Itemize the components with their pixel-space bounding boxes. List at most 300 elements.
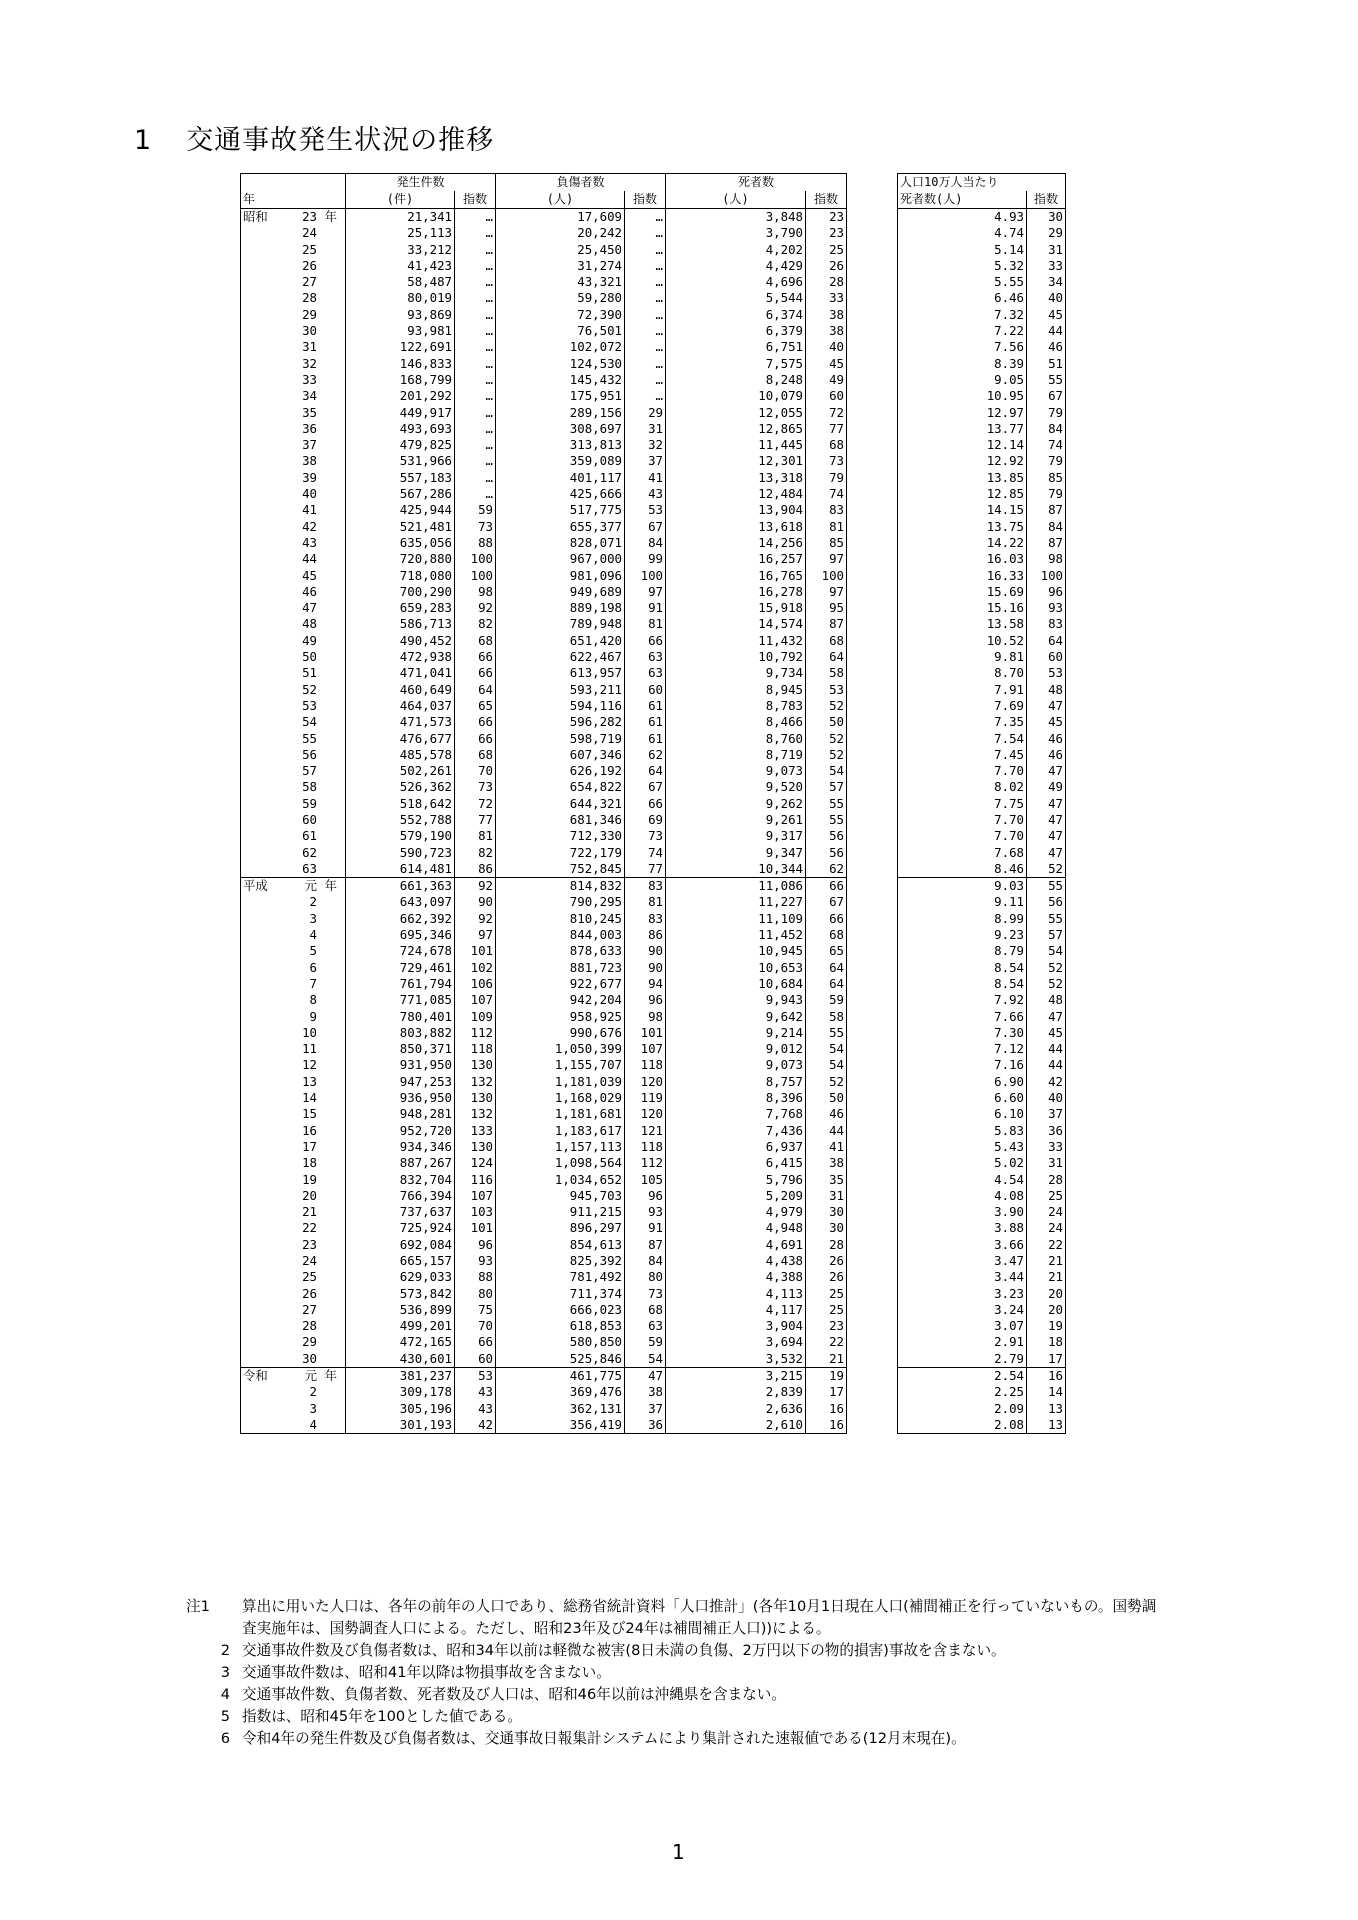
injured-cell: 517,775 bbox=[569, 502, 622, 518]
rate-cell: 15.16 bbox=[986, 600, 1024, 616]
accidents-index-cell: 59 bbox=[455, 502, 496, 518]
note-item bbox=[186, 1684, 1166, 1706]
accidents-index-cell: 66 bbox=[455, 649, 496, 665]
accidents-cell: 832,704 bbox=[399, 1171, 452, 1187]
injured-index-cell: 91 bbox=[625, 1220, 666, 1236]
rate-index-cell: 46 bbox=[1027, 747, 1066, 763]
year-cell bbox=[241, 960, 346, 976]
deaths-index-cell: 25 bbox=[806, 1302, 847, 1318]
year-value: 22 bbox=[302, 1220, 317, 1236]
table-row bbox=[898, 812, 1066, 828]
accidents-index-cell: … bbox=[455, 209, 496, 226]
injured-cell: 145,432 bbox=[569, 371, 622, 387]
year-value: 3 bbox=[309, 1400, 317, 1416]
table-row bbox=[898, 763, 1066, 779]
table-row bbox=[898, 1368, 1066, 1385]
rate-cell: 9.81 bbox=[994, 649, 1024, 665]
rate-cell: 12.97 bbox=[986, 404, 1024, 420]
accidents-index-cell: 70 bbox=[455, 763, 496, 779]
deaths-cell: 12,055 bbox=[758, 404, 803, 420]
year-value: 7 bbox=[309, 975, 317, 991]
deaths-index-cell: 68 bbox=[806, 437, 847, 453]
year-cell bbox=[241, 1188, 346, 1204]
injured-index-cell: 121 bbox=[625, 1123, 666, 1139]
note-number: 6 bbox=[220, 1730, 230, 1747]
rate-cell: 7.70 bbox=[994, 811, 1024, 827]
year-value: 20 bbox=[302, 1187, 317, 1203]
accidents-cell: 80,019 bbox=[407, 290, 452, 306]
accidents-index-cell: 66 bbox=[455, 714, 496, 730]
accidents-index-cell: 101 bbox=[455, 1220, 496, 1236]
table-row bbox=[898, 1237, 1066, 1253]
table-row bbox=[898, 1057, 1066, 1073]
death-rate-table bbox=[897, 173, 1066, 1434]
year-value: 32 bbox=[302, 355, 317, 371]
table-row bbox=[898, 747, 1066, 763]
table-row bbox=[241, 698, 847, 714]
deaths-cell: 11,086 bbox=[666, 878, 806, 895]
deaths-cell: 12,484 bbox=[758, 486, 803, 502]
accidents-index-cell: 92 bbox=[455, 600, 496, 616]
rate-cell: 8.54 bbox=[994, 959, 1024, 975]
rate-cell: 12.85 bbox=[986, 486, 1024, 502]
rate-cell: 6.46 bbox=[994, 290, 1024, 306]
injured-cell: 945,703 bbox=[569, 1187, 622, 1203]
rate-index-cell: 79 bbox=[1027, 453, 1066, 469]
deaths-index-cell: 38 bbox=[806, 307, 847, 323]
year-value: 25 bbox=[302, 241, 317, 257]
injured-cell: 59,280 bbox=[577, 290, 622, 306]
deaths-unit: (人) bbox=[666, 191, 806, 209]
injured-index-cell: 90 bbox=[625, 960, 666, 976]
table-row bbox=[241, 1139, 847, 1155]
rate-index-cell: 17 bbox=[1027, 1351, 1066, 1368]
deaths-index-cell: 66 bbox=[806, 878, 847, 895]
deaths-cell: 4,691 bbox=[765, 1236, 803, 1252]
table-row bbox=[241, 927, 847, 943]
accidents-index-cell: 66 bbox=[455, 731, 496, 747]
table-row bbox=[241, 1302, 847, 1318]
year-cell bbox=[241, 1351, 346, 1368]
era-label: 昭和 bbox=[243, 209, 268, 224]
injured-index-cell: … bbox=[625, 290, 666, 306]
accidents-cell: 518,642 bbox=[399, 795, 452, 811]
accidents-cell: 780,401 bbox=[399, 1008, 452, 1024]
injured-index-cell: 77 bbox=[625, 861, 666, 878]
deaths-cell: 12,865 bbox=[758, 420, 803, 436]
table-row bbox=[241, 535, 847, 551]
table-row bbox=[898, 584, 1066, 600]
table-row bbox=[898, 1220, 1066, 1236]
rate-cell: 3.23 bbox=[994, 1285, 1024, 1301]
injured-index-cell: 99 bbox=[625, 551, 666, 567]
injured-index-cell: 66 bbox=[625, 633, 666, 649]
injured-index-cell: 84 bbox=[625, 1253, 666, 1269]
deaths-index-cell: 55 bbox=[806, 796, 847, 812]
injured-cell: 958,925 bbox=[569, 1008, 622, 1024]
table-row bbox=[241, 1204, 847, 1220]
injured-index-cell: 98 bbox=[625, 1009, 666, 1025]
deaths-cell: 9,261 bbox=[765, 811, 803, 827]
table-row bbox=[898, 1041, 1066, 1057]
year-value: 34 bbox=[302, 388, 317, 404]
injured-cell: 313,813 bbox=[569, 437, 622, 453]
injured-cell: 942,204 bbox=[569, 992, 622, 1008]
rate-cell: 7.56 bbox=[994, 339, 1024, 355]
deaths-index-cell: 23 bbox=[806, 1318, 847, 1334]
table-row bbox=[241, 1220, 847, 1236]
year-cell bbox=[241, 894, 346, 910]
year-value: 25 bbox=[302, 1269, 317, 1285]
rate-cell: 3.88 bbox=[994, 1220, 1024, 1236]
rate-index-cell: 29 bbox=[1027, 225, 1066, 241]
table-row bbox=[898, 1269, 1066, 1285]
injured-cell: 814,832 bbox=[496, 878, 625, 895]
accidents-cell: 305,196 bbox=[399, 1400, 452, 1416]
rate-index-cell: 53 bbox=[1027, 665, 1066, 681]
rate-index-cell: 22 bbox=[1027, 1237, 1066, 1253]
deaths-cell: 8,945 bbox=[765, 681, 803, 697]
table-row bbox=[241, 976, 847, 992]
note-text: 令和4年の発生件数及び負傷者数は、交通事故日報集計システムにより集計された速報値である(12月末現在)。 bbox=[242, 1730, 966, 1747]
injured-index-cell: … bbox=[625, 209, 666, 226]
year-value: 9 bbox=[309, 1008, 317, 1024]
accidents-cell: 948,281 bbox=[399, 1106, 452, 1122]
deaths-cell: 3,790 bbox=[765, 225, 803, 241]
rate-index-cell: 98 bbox=[1027, 551, 1066, 567]
deaths-cell: 2,636 bbox=[765, 1400, 803, 1416]
rate-index-cell: 36 bbox=[1027, 1123, 1066, 1139]
deaths-index-cell: 72 bbox=[806, 405, 847, 421]
rate-index-cell: 55 bbox=[1027, 911, 1066, 927]
rate-cell: 10.95 bbox=[986, 388, 1024, 404]
rate-cell: 7.68 bbox=[994, 844, 1024, 860]
table-row bbox=[898, 1123, 1066, 1139]
rate-cell: 2.08 bbox=[994, 1416, 1024, 1432]
rate-index-cell: 47 bbox=[1027, 812, 1066, 828]
deaths-index-cell: 52 bbox=[806, 698, 847, 714]
rate-index-cell: 46 bbox=[1027, 731, 1066, 747]
deaths-index-cell: 54 bbox=[806, 763, 847, 779]
year-value: 38 bbox=[302, 453, 317, 469]
accidents-cell: 659,283 bbox=[399, 600, 452, 616]
accidents-cell: 725,924 bbox=[399, 1220, 452, 1236]
table-row bbox=[241, 1057, 847, 1073]
injured-cell: 308,697 bbox=[569, 420, 622, 436]
year-value: 12 bbox=[302, 1057, 317, 1073]
table-row bbox=[241, 290, 847, 306]
accidents-cell: 122,691 bbox=[399, 339, 452, 355]
injured-cell: 175,951 bbox=[569, 388, 622, 404]
table-row bbox=[898, 1286, 1066, 1302]
table-row bbox=[241, 763, 847, 779]
page-title bbox=[134, 118, 494, 157]
table-row bbox=[898, 339, 1066, 355]
injured-index-cell: 101 bbox=[625, 1025, 666, 1041]
table-row bbox=[898, 633, 1066, 649]
accidents-index-cell: … bbox=[455, 323, 496, 339]
table-row bbox=[241, 1269, 847, 1285]
accidents-cell: 168,799 bbox=[399, 371, 452, 387]
rate-cell: 5.43 bbox=[994, 1138, 1024, 1154]
table-row bbox=[898, 927, 1066, 943]
accidents-cell: 201,292 bbox=[399, 388, 452, 404]
year-value: 36 bbox=[302, 420, 317, 436]
accidents-index-cell: 70 bbox=[455, 1318, 496, 1334]
year-cell bbox=[241, 943, 346, 959]
rate-cell: 10.52 bbox=[986, 632, 1024, 648]
deaths-index-cell: 49 bbox=[806, 372, 847, 388]
accidents-index-cell: 66 bbox=[455, 1334, 496, 1350]
injured-index-cell: 81 bbox=[625, 616, 666, 632]
rate-cell: 3.24 bbox=[994, 1301, 1024, 1317]
accidents-index-cell: … bbox=[455, 339, 496, 355]
table-row bbox=[898, 1155, 1066, 1171]
injured-index-cell: 31 bbox=[625, 421, 666, 437]
deaths-cell: 9,520 bbox=[765, 779, 803, 795]
accidents-cell: 472,938 bbox=[399, 649, 452, 665]
table-row bbox=[241, 861, 847, 878]
rate-index-cell: 20 bbox=[1027, 1286, 1066, 1302]
deaths-cell: 9,214 bbox=[765, 1024, 803, 1040]
injured-cell: 596,282 bbox=[569, 714, 622, 730]
note-item bbox=[186, 1640, 1166, 1662]
rate-index-cell: 57 bbox=[1027, 927, 1066, 943]
rate-index-cell: 49 bbox=[1027, 779, 1066, 795]
deaths-index-cell: 22 bbox=[806, 1334, 847, 1350]
note-number: 3 bbox=[220, 1664, 230, 1681]
table-row bbox=[241, 714, 847, 730]
accidents-cell: 93,869 bbox=[407, 306, 452, 322]
rate-cell: 13.58 bbox=[986, 616, 1024, 632]
year-cell bbox=[241, 258, 346, 274]
injured-cell: 651,420 bbox=[569, 632, 622, 648]
deaths-cell: 2,839 bbox=[765, 1384, 803, 1400]
deaths-cell: 2,610 bbox=[765, 1416, 803, 1432]
injured-index-cell: … bbox=[625, 307, 666, 323]
rate-cell: 5.02 bbox=[994, 1155, 1024, 1171]
deaths-index-cell: 85 bbox=[806, 535, 847, 551]
injured-index-cell: 63 bbox=[625, 1318, 666, 1334]
injured-index-cell: … bbox=[625, 274, 666, 290]
year-value: 37 bbox=[302, 437, 317, 453]
injured-cell: 593,211 bbox=[569, 681, 622, 697]
accidents-index-cell: 93 bbox=[455, 1253, 496, 1269]
title-text: 交通事故発生状況の推移 bbox=[186, 125, 495, 156]
year-value: 27 bbox=[302, 274, 317, 290]
year-cell bbox=[241, 992, 346, 1008]
injured-index-cell: 67 bbox=[625, 519, 666, 535]
deaths-index-cell: 100 bbox=[806, 568, 847, 584]
note-item bbox=[186, 1706, 1166, 1728]
table-row bbox=[898, 242, 1066, 258]
injured-cell: 20,242 bbox=[577, 225, 622, 241]
year-value: 28 bbox=[302, 290, 317, 306]
injured-cell: 1,050,399 bbox=[554, 1041, 622, 1057]
accidents-index-cell: 133 bbox=[455, 1123, 496, 1139]
deaths-cell: 15,918 bbox=[758, 600, 803, 616]
injured-index-cell: 63 bbox=[625, 649, 666, 665]
injured-index-cell: 61 bbox=[625, 698, 666, 714]
year-value: 4 bbox=[309, 927, 317, 943]
table-row bbox=[898, 698, 1066, 714]
table-row bbox=[241, 502, 847, 518]
deaths-cell: 10,344 bbox=[758, 860, 803, 876]
rate-index-cell: 47 bbox=[1027, 845, 1066, 861]
rate-index-cell: 31 bbox=[1027, 242, 1066, 258]
deaths-index-cell: 56 bbox=[806, 845, 847, 861]
table-row bbox=[241, 633, 847, 649]
year-cell bbox=[241, 1155, 346, 1171]
deaths-index-cell: 59 bbox=[806, 992, 847, 1008]
year-cell bbox=[241, 828, 346, 844]
injured-index-cell: 105 bbox=[625, 1172, 666, 1188]
accidents-cell: 931,950 bbox=[399, 1057, 452, 1073]
year-cell bbox=[241, 421, 346, 437]
year-value: 11 bbox=[302, 1041, 317, 1057]
injured-cell: 356,419 bbox=[569, 1416, 622, 1432]
year-cell bbox=[241, 861, 346, 878]
rate-index-cell: 13 bbox=[1027, 1417, 1066, 1434]
accidents-cell: 771,085 bbox=[399, 992, 452, 1008]
year-cell bbox=[241, 1302, 346, 1318]
rate-cell: 3.66 bbox=[994, 1236, 1024, 1252]
accidents-index-cell: … bbox=[455, 486, 496, 502]
accidents-cell: 590,723 bbox=[399, 844, 452, 860]
injured-index-cell: 73 bbox=[625, 828, 666, 844]
rate-index-cell: 42 bbox=[1027, 1074, 1066, 1090]
accidents-index-cell: … bbox=[455, 274, 496, 290]
accidents-index-cell: 107 bbox=[455, 1188, 496, 1204]
injured-index-cell: 36 bbox=[625, 1417, 666, 1434]
injured-index-cell: 96 bbox=[625, 1188, 666, 1204]
accidents-unit: (件) bbox=[346, 191, 455, 209]
table-row bbox=[898, 1302, 1066, 1318]
rate-cell: 8.79 bbox=[994, 943, 1024, 959]
rate-cell: 14.22 bbox=[986, 534, 1024, 550]
deaths-cell: 9,734 bbox=[765, 665, 803, 681]
year-value: 48 bbox=[302, 616, 317, 632]
deaths-cell: 8,757 bbox=[765, 1073, 803, 1089]
year-cell bbox=[241, 1237, 346, 1253]
injured-index-cell: 96 bbox=[625, 992, 666, 1008]
deaths-index-cell: 38 bbox=[806, 1155, 847, 1171]
deaths-cell: 9,073 bbox=[765, 763, 803, 779]
injured-cell: 622,467 bbox=[569, 649, 622, 665]
rate-index-cell: 60 bbox=[1027, 649, 1066, 665]
year-value: 29 bbox=[302, 1334, 317, 1350]
year-value: 44 bbox=[302, 551, 317, 567]
deaths-cell: 14,256 bbox=[758, 534, 803, 550]
accidents-index-cell: … bbox=[455, 307, 496, 323]
accidents-cell: 947,253 bbox=[399, 1073, 452, 1089]
year-value: 51 bbox=[302, 665, 317, 681]
deaths-cell: 8,396 bbox=[765, 1090, 803, 1106]
year-header-spacer bbox=[241, 174, 346, 192]
injured-cell: 911,215 bbox=[569, 1204, 622, 1220]
table-row bbox=[241, 1123, 847, 1139]
accidents-index-cell: 66 bbox=[455, 665, 496, 681]
year-cell bbox=[241, 486, 346, 502]
table-row bbox=[898, 682, 1066, 698]
rate-cell: 8.54 bbox=[994, 975, 1024, 991]
accidents-index-cell: 103 bbox=[455, 1204, 496, 1220]
accidents-cell: 33,212 bbox=[407, 241, 452, 257]
note-text: 指数は、昭和45年を100とした値である。 bbox=[242, 1708, 522, 1725]
table-row bbox=[241, 812, 847, 828]
deaths-index-cell: 77 bbox=[806, 421, 847, 437]
year-cell bbox=[241, 307, 346, 323]
table-row bbox=[898, 796, 1066, 812]
rate-index-cell: 45 bbox=[1027, 714, 1066, 730]
deaths-index-cell: 54 bbox=[806, 1057, 847, 1073]
year-value: 元 bbox=[304, 878, 317, 894]
year-cell bbox=[241, 437, 346, 453]
injured-index-cell: 80 bbox=[625, 1269, 666, 1285]
deaths-index-cell: 46 bbox=[806, 1106, 847, 1122]
deaths-cell: 4,117 bbox=[765, 1301, 803, 1317]
rate-index-cell: 87 bbox=[1027, 502, 1066, 518]
year-value: 4 bbox=[309, 1416, 317, 1432]
accidents-cell: 614,481 bbox=[399, 860, 452, 876]
deaths-index-cell: 83 bbox=[806, 502, 847, 518]
table-row bbox=[241, 519, 847, 535]
year-cell bbox=[241, 405, 346, 421]
table-row bbox=[241, 878, 847, 895]
era-label: 令和 bbox=[243, 1368, 268, 1384]
injured-cell: 681,346 bbox=[569, 811, 622, 827]
year-cell bbox=[241, 519, 346, 535]
accidents-index-cell: 82 bbox=[455, 616, 496, 632]
rate-index-cell: 84 bbox=[1027, 421, 1066, 437]
year-cell bbox=[241, 1286, 346, 1302]
injured-index-cell: 120 bbox=[625, 1106, 666, 1122]
table-row bbox=[241, 747, 847, 763]
rate-index-cell: 64 bbox=[1027, 633, 1066, 649]
rate-cell: 2.91 bbox=[994, 1334, 1024, 1350]
rate-index-cell: 34 bbox=[1027, 274, 1066, 290]
deaths-index-cell: 35 bbox=[806, 1172, 847, 1188]
injured-index-cell: 37 bbox=[625, 453, 666, 469]
rate-index-cell: 40 bbox=[1027, 290, 1066, 306]
deaths-cell: 5,544 bbox=[765, 290, 803, 306]
accidents-index-cell: … bbox=[455, 405, 496, 421]
rate-index-cell: 47 bbox=[1027, 698, 1066, 714]
table-row bbox=[241, 470, 847, 486]
deaths-index-cell: 55 bbox=[806, 1025, 847, 1041]
deaths-index-cell: 74 bbox=[806, 486, 847, 502]
rate-cell: 16.03 bbox=[986, 551, 1024, 567]
injured-index-cell: … bbox=[625, 242, 666, 258]
injured-index-cell: 73 bbox=[625, 1286, 666, 1302]
deaths-cell: 4,438 bbox=[765, 1253, 803, 1268]
deaths-cell: 9,012 bbox=[765, 1041, 803, 1057]
accidents-index-cell: 130 bbox=[455, 1139, 496, 1155]
injured-index-cell: 120 bbox=[625, 1074, 666, 1090]
accidents-index-cell: 43 bbox=[455, 1384, 496, 1400]
injured-cell: 25,450 bbox=[577, 241, 622, 257]
injured-index-cell: … bbox=[625, 225, 666, 241]
injured-cell: 712,330 bbox=[569, 828, 622, 844]
year-cell bbox=[241, 356, 346, 372]
year-cell bbox=[241, 1041, 346, 1057]
table-row bbox=[241, 779, 847, 795]
accidents-cell: 766,394 bbox=[399, 1187, 452, 1203]
deaths-cell: 16,278 bbox=[758, 583, 803, 599]
deaths-cell: 14,574 bbox=[758, 616, 803, 632]
year-cell bbox=[241, 1204, 346, 1220]
table-row bbox=[241, 568, 847, 584]
